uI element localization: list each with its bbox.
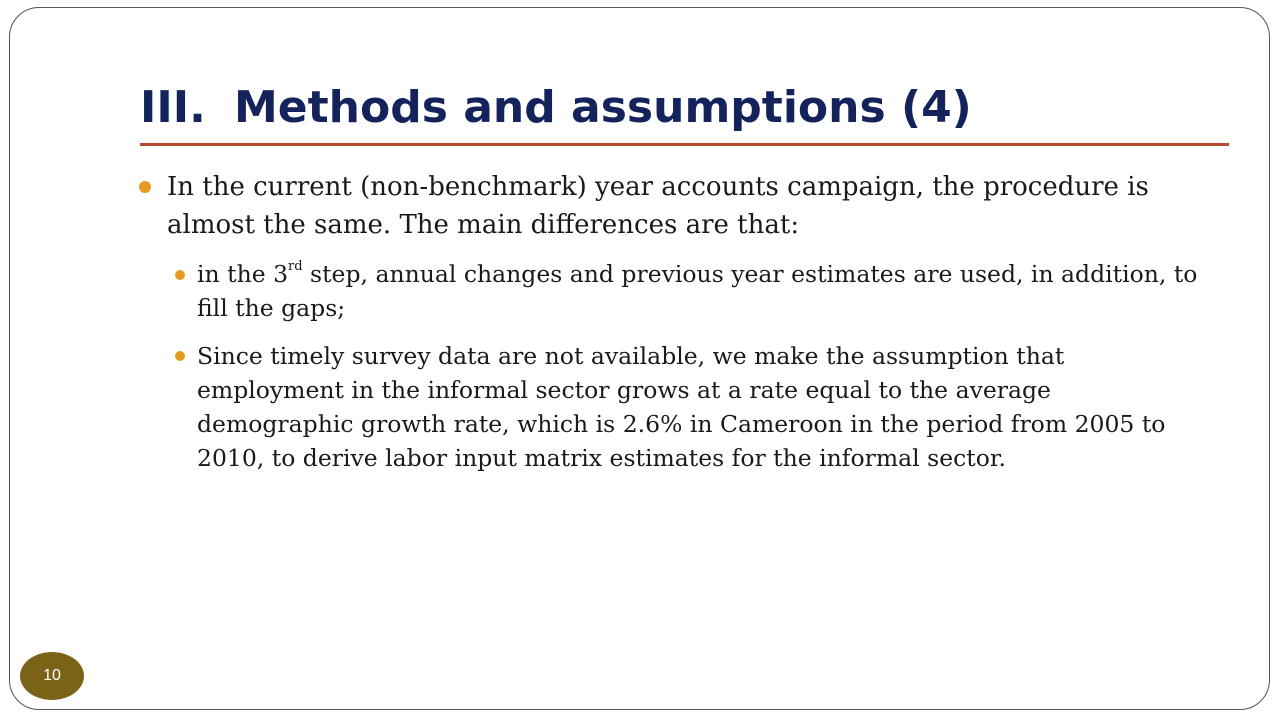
title-number: III. bbox=[140, 82, 206, 133]
page-number-badge: 10 bbox=[20, 652, 84, 700]
sub-bullet-assumption: Since timely survey data are not available, we make the assumption that employment in the informal sector grows at a rate equal to the average demographic growth rate, which is 2.6% in Cameroon in the period from 2005 to 2010, to derive labor input matrix estimates for the informal sector. bbox=[197, 342, 1166, 472]
sub-bullet-gaps bbox=[197, 257, 1207, 325]
sub-bullet-dot bbox=[175, 351, 185, 361]
bullet-main: In the current (non-benchmark) year accounts campaign, the procedure is almost the same. The main differences are that: bbox=[167, 172, 1149, 240]
sub-bullet-gaps-suffix: step, annual changes and previous year estimates are used, in addition, to fill the gaps; bbox=[197, 260, 1198, 322]
bullet-dot bbox=[139, 181, 151, 193]
title-text: Methods and assumptions (4) bbox=[234, 82, 972, 133]
sub-bullet-gaps-prefix: in the 3 bbox=[197, 260, 289, 288]
sub-bullet-gaps-superscript: rd bbox=[288, 259, 303, 275]
sub-bullet-dot bbox=[175, 270, 185, 280]
